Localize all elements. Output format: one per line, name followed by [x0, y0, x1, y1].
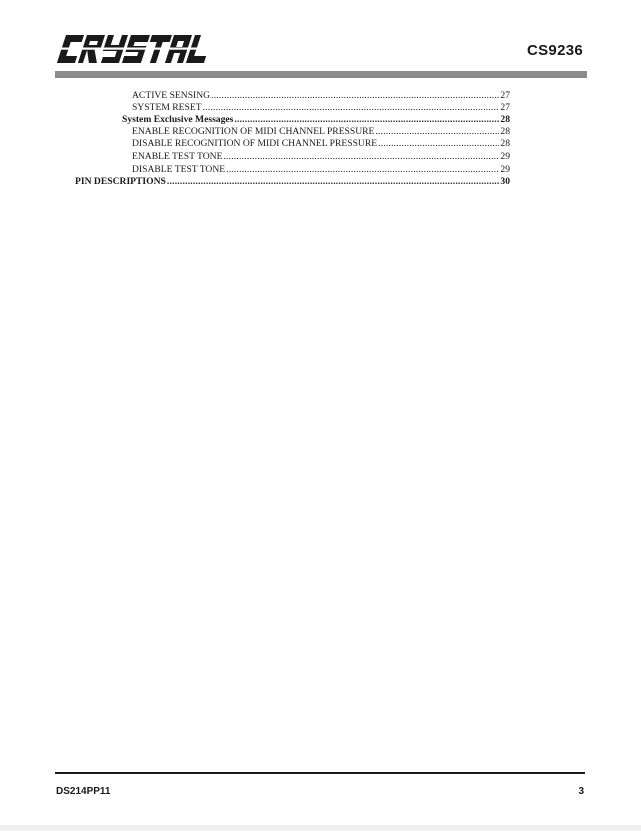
toc-entry-page: 30	[500, 176, 510, 187]
toc-entry-page: 29	[500, 164, 510, 175]
toc-entry-title: System Exclusive Messages	[122, 114, 234, 125]
toc-entry-page: 27	[500, 102, 510, 113]
toc-entry-title: PIN DESCRIPTIONS	[75, 176, 166, 187]
toc-entry-title: DISABLE RECOGNITION OF MIDI CHANNEL PRESSURE	[132, 138, 378, 149]
toc-entry[interactable]	[132, 150, 510, 163]
toc-entry[interactable]	[132, 137, 510, 150]
footer-rule	[55, 772, 585, 774]
crystal-logo	[55, 35, 213, 63]
toc-leader-dots	[378, 137, 499, 150]
toc-entry-title: DISABLE TEST TONE	[132, 164, 226, 175]
toc-entry-page: 29	[500, 151, 510, 162]
footer-doc-id: DS214PP11	[56, 786, 111, 797]
toc-leader-dots	[167, 175, 499, 188]
toc-entry-title: SYSTEM RESET	[132, 102, 202, 113]
toc-entry-page: 28	[500, 126, 510, 137]
toc-entry-page: 27	[500, 90, 510, 101]
toc-entry-title: ACTIVE SENSING	[132, 90, 211, 101]
footer-page-number: 3	[578, 786, 584, 797]
toc-entry-title: ENABLE TEST TONE	[132, 151, 223, 162]
toc-entry-title: ENABLE RECOGNITION OF MIDI CHANNEL PRESSURE	[132, 126, 375, 137]
toc-leader-dots	[223, 150, 499, 163]
toc-entry-page: 28	[500, 114, 510, 125]
part-number: CS9236	[526, 42, 583, 59]
header-bar	[55, 71, 587, 78]
toc-entry-page: 28	[500, 138, 510, 149]
toc-entry[interactable]	[75, 175, 510, 188]
